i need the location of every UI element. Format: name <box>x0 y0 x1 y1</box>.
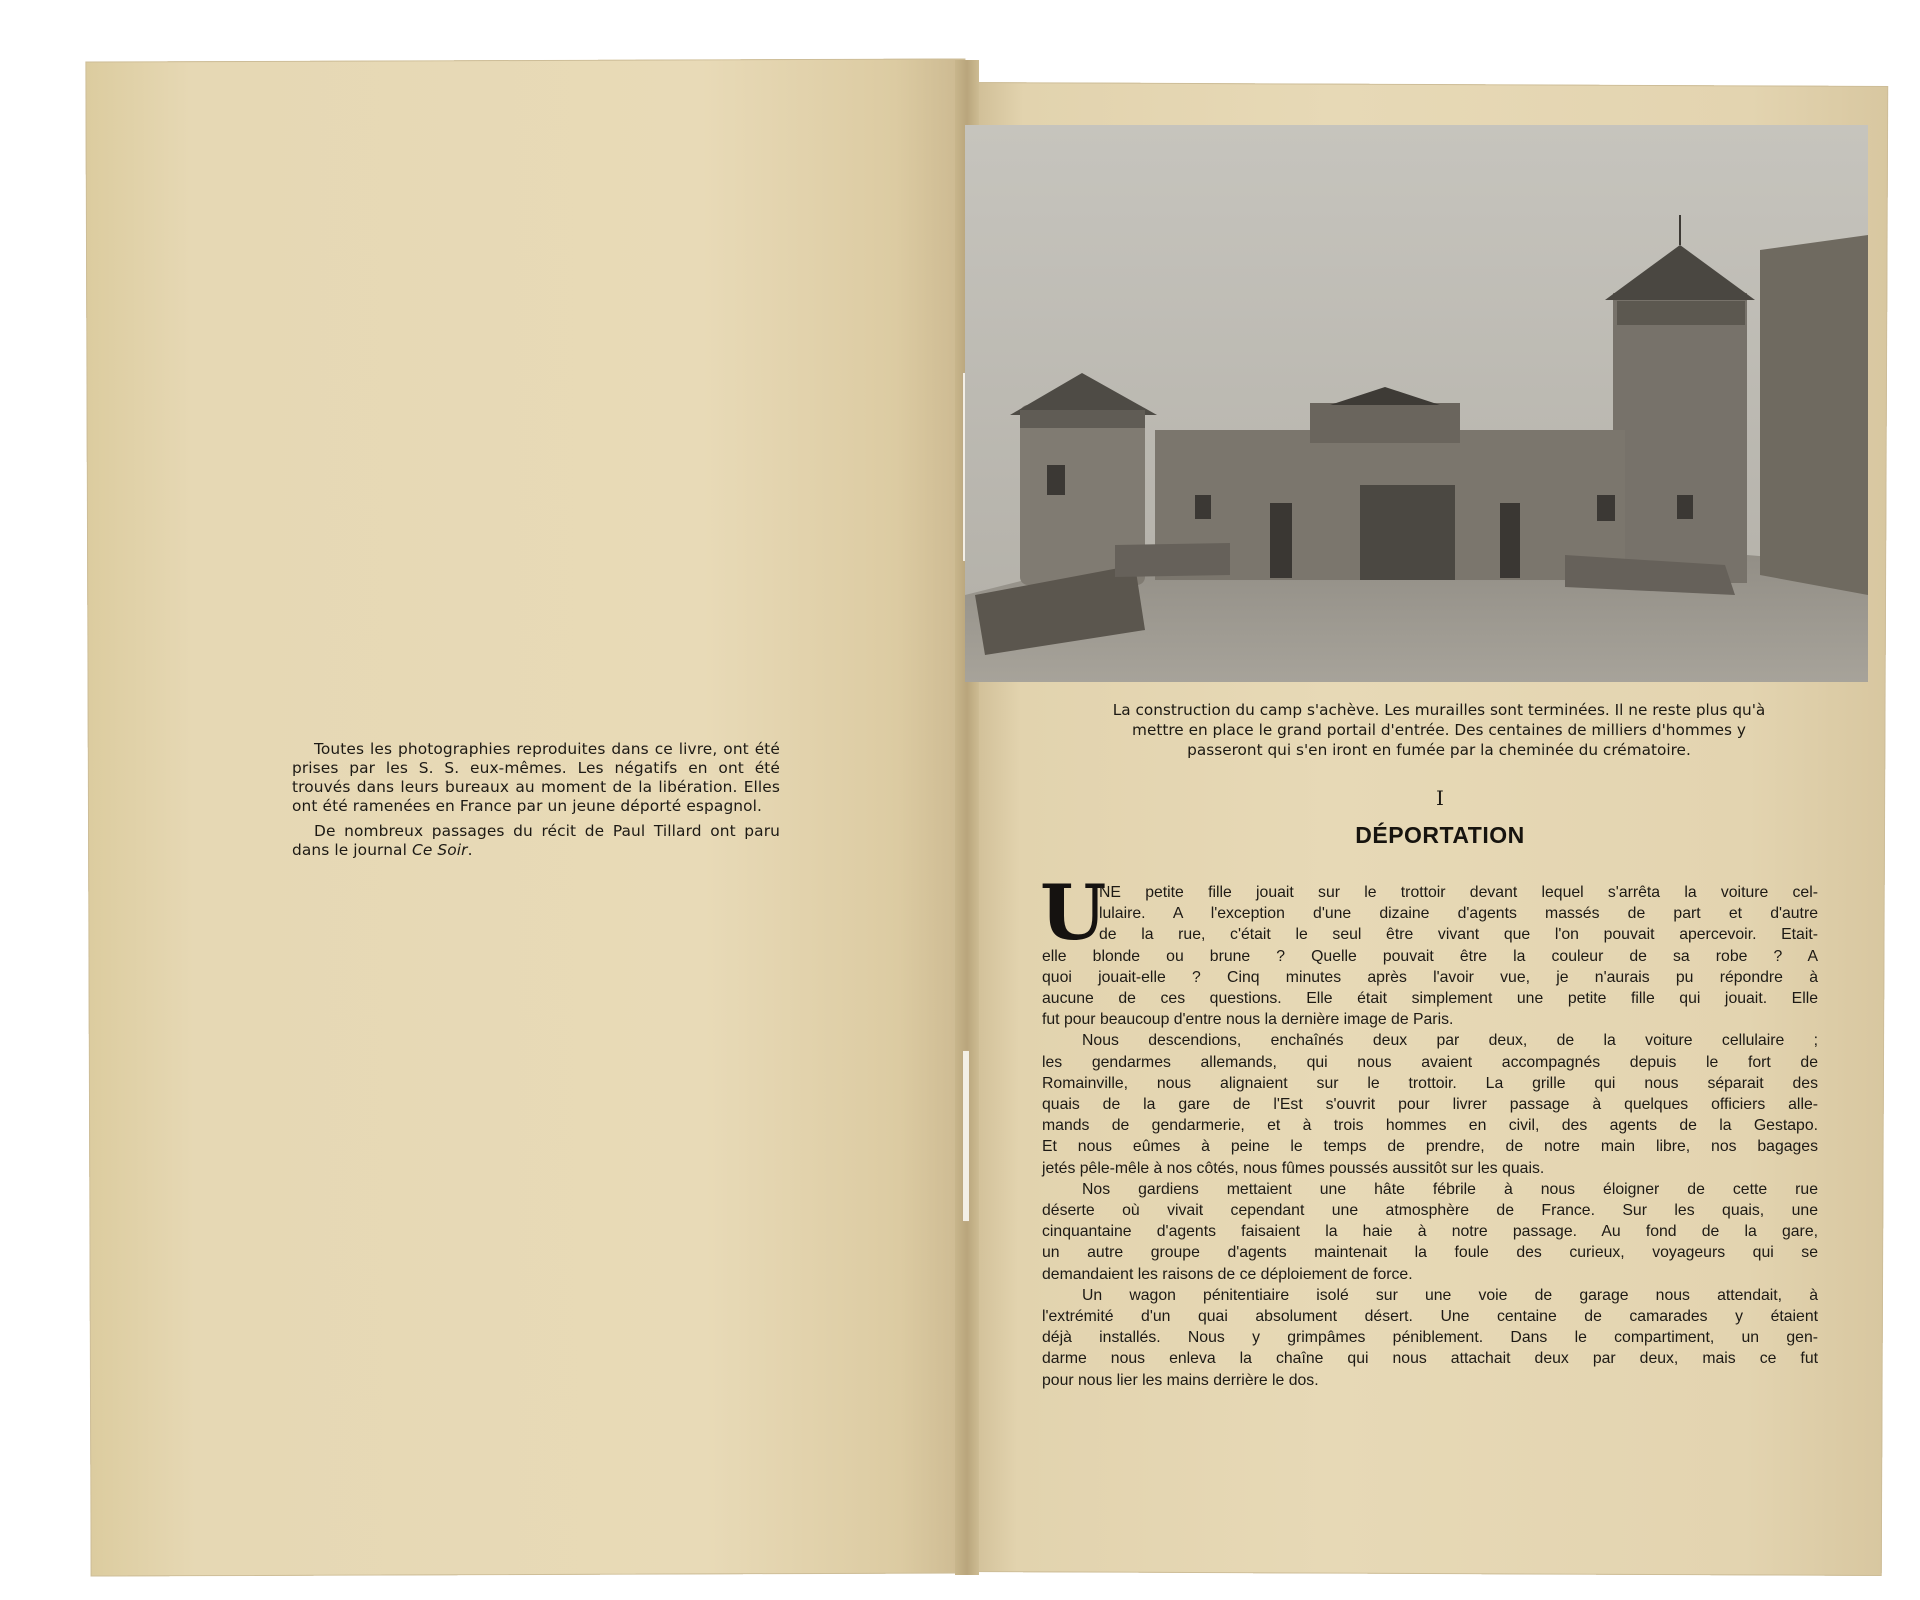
body-line: Nos gardiens mettaient une hâte fébrile à nous éloigner de cette rue <box>1082 1180 1818 1198</box>
body-line: cinquantaine d'agents faisaient la haie à notre passage. Au fond de la gare, <box>1042 1223 1818 1241</box>
note-paragraph-2-end: . <box>467 841 473 859</box>
caption-line: La construction du camp s'achève. Les murailles sont terminées. Il ne reste plus qu'à <box>1112 701 1766 719</box>
note-paragraph-2-text: De nombreux passages du récit de Paul Tillard ont paru dans le journal <box>292 822 780 859</box>
body-line: darme nous enleva la chaîne qui nous attachait deux par deux, mais ce fut <box>1042 1350 1818 1368</box>
body-line: lulaire. A l'exception d'une dizaine d'agents massés de part et d'autre <box>1099 905 1818 923</box>
drop-cap: U <box>1040 868 1107 957</box>
chapter-number: I <box>1436 786 1444 810</box>
body-line: Romainville, nous alignaient sur le trottoir. La grille qui nous séparait des <box>1042 1074 1818 1092</box>
note-paragraph-1: Toutes les photographies reproduites dans ce livre, ont été prises par les S. S. eux-mêmes. Les négatifs en ont été trouvés dans leurs bureaux au moment de la libération. Elles ont été ramenées en France par un jeune déporté espagnol. <box>292 740 780 815</box>
body-line: NE petite fille jouait sur le trottoir devant lequel s'arrêta la voiture cel- <box>1099 884 1818 901</box>
photo-credit-note <box>292 740 780 866</box>
binding-stitch-bottom <box>962 1050 970 1222</box>
chapter-body <box>1040 868 1818 1391</box>
body-line: demandaient les raisons de ce déploiement de force. <box>1042 1265 1413 1283</box>
body-line: fut pour beaucoup d'entre nous la dernière image de Paris. <box>1042 1011 1454 1029</box>
body-line: quoi jouait-elle ? Cinq minutes après l'avoir vue, je n'aurais pu répondre à <box>1042 968 1818 986</box>
body-line: les gendarmes allemands, qui nous avaient accompagnés depuis le fort de <box>1042 1053 1818 1071</box>
body-line: déserte où vivait cependant une atmosphère de France. Sur les quais, une <box>1042 1202 1818 1220</box>
body-line: aucune de ces questions. Elle était simplement une petite fille qui jouait. Elle <box>1042 990 1818 1008</box>
body-line: déjà installés. Nous y grimpâmes péniblement. Dans le compartiment, un gen- <box>1042 1329 1818 1347</box>
chapter-title: DÉPORTATION <box>1355 822 1525 848</box>
body-line: jetés pêle-mêle à nos côtés, nous fûmes poussés aussitôt sur les quais. <box>1042 1159 1545 1177</box>
photograph-illustration <box>965 125 1868 682</box>
body-line: quais de la gare de l'Est s'ouvrit pour livrer passage à quelques officiers alle- <box>1042 1096 1818 1114</box>
body-line: elle blonde ou brune ? Quelle pouvait être la couleur de sa robe ? A <box>1042 947 1818 965</box>
body-line: l'extrémité d'un quai absolument désert. Une centaine de camarades y étaient <box>1042 1308 1818 1326</box>
caption-line: mettre en place le grand portail d'entrée. Des centaines de milliers d'hommes y <box>1132 721 1746 739</box>
body-line: mands de gendarmerie, et à trois hommes en civil, des agents de la Gestapo. <box>1042 1117 1818 1135</box>
caption-line: passeront qui s'en iront en fumée par la cheminée du crématoire. <box>1187 741 1691 759</box>
newspaper-name: Ce Soir <box>411 841 468 859</box>
body-line: Et nous eûmes à peine le temps de prendre, de notre main libre, nos bagages <box>1042 1138 1818 1156</box>
photo-caption <box>1043 700 1835 760</box>
body-line: Un wagon pénitentiaire isolé sur une voie de garage nous attendait, à <box>1082 1286 1818 1304</box>
body-line: de la rue, c'était le seul être vivant que l'on pouvait apercevoir. Etait- <box>1099 926 1818 944</box>
body-line: Nous descendions, enchaînés deux par deux, de la voiture cellulaire ; <box>1082 1032 1818 1050</box>
camp-gate-photograph <box>965 125 1868 682</box>
body-line: un autre groupe d'agents maintenait la foule des curieux, voyageurs qui se <box>1042 1244 1818 1262</box>
note-paragraph-2 <box>292 822 780 860</box>
body-line: pour nous lier les mains derrière le dos. <box>1042 1371 1319 1389</box>
